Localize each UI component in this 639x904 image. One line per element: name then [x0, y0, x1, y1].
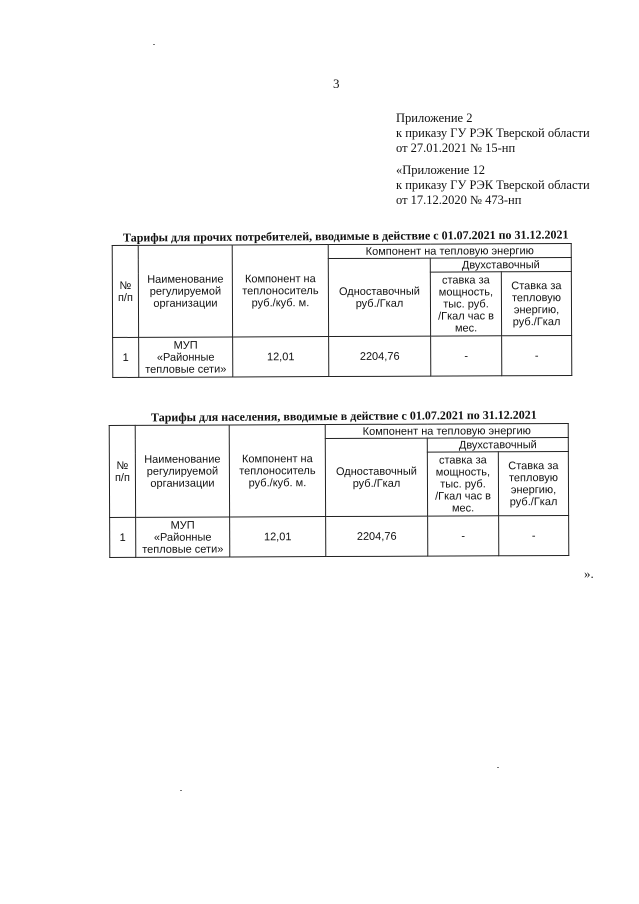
row-carrier-value: 12,01 [233, 337, 329, 377]
header-single-line1: Одноставочный [335, 465, 417, 478]
header-single-rate [328, 258, 430, 336]
header-carrier-line2: теплоноситель [239, 464, 316, 477]
header-energy-line3: энергию, [513, 303, 560, 316]
row-single-rate-value: 2204,76 [326, 516, 428, 556]
header-carrier-line1: Компонент на [241, 452, 313, 465]
appendix-title: Приложение 2 [396, 111, 473, 125]
header-carrier-line1: Компонент на [244, 272, 316, 285]
amended-appendix-title: «Приложение 12 [396, 163, 485, 177]
header-organization [138, 245, 232, 337]
header-num-line2: п/п [114, 471, 130, 484]
header-capacity-line2: мощность, [438, 285, 494, 299]
header-energy-line3: энергию, [510, 483, 557, 496]
header-carrier-line2: теплоноситель [242, 284, 319, 297]
header-capacity-line1: ставка за [438, 453, 487, 467]
amended-appendix-order-date: от 17.12.2020 № 473-нп [396, 193, 522, 207]
appendix-header [396, 111, 590, 156]
header-num-line2: п/п [117, 291, 133, 304]
header-org-line2: регулируемой [149, 285, 222, 298]
row-org-line3: тепловые сети» [145, 363, 227, 376]
header-thermal-group: Компонент на тепловую энергию [325, 423, 568, 438]
header-energy-line2: тепловую [508, 471, 558, 484]
header-capacity-line1: ставка за [441, 273, 490, 287]
closing-quote-mark: ». [584, 566, 594, 581]
header-capacity-line2: мощность, [435, 465, 491, 479]
header-energy-rate [501, 271, 571, 335]
header-org-line3: организации [153, 297, 218, 310]
header-energy-line4: руб./Гкал [509, 495, 558, 508]
header-two-rate: Двухставочный [427, 437, 568, 452]
amended-appendix-header [396, 163, 590, 208]
header-num-line1: № [119, 279, 132, 292]
header-organization [135, 425, 229, 517]
amended-appendix-order-ref: к приказу ГУ РЭК Тверской области [396, 178, 590, 192]
header-num-line1: № [116, 459, 129, 472]
tariff-table-other-consumers [112, 243, 573, 378]
row-org-line3: тепловые сети» [142, 543, 224, 556]
header-energy-line1: Ставка за [511, 279, 562, 292]
header-energy-line1: Ставка за [508, 459, 559, 472]
row-num: 1 [113, 337, 139, 377]
header-two-rate: Двухставочный [430, 257, 571, 272]
header-capacity-line5: мес. [454, 321, 478, 335]
scan-speck [497, 767, 499, 768]
header-capacity-line3: тыс. руб. [440, 477, 486, 491]
header-single-line1: Одноставочный [338, 285, 420, 298]
header-capacity-line4: /Гкал час в [435, 489, 492, 503]
header-capacity-line5: мес. [451, 501, 475, 515]
header-energy-rate [498, 451, 568, 515]
table-row [113, 335, 572, 377]
row-organization [139, 337, 233, 377]
row-org-line1: МУП [170, 519, 195, 532]
table1-title: Тарифы для прочих потребителей, вводимые в действие с 01.07.2021 по 31.12.2021 [122, 227, 569, 245]
header-capacity-line3: тыс. руб. [443, 297, 489, 311]
tariff-table-population [109, 423, 570, 558]
header-capacity-rate [427, 452, 498, 516]
row-capacity-value: - [428, 516, 499, 556]
row-capacity-value: - [431, 336, 502, 376]
page-number: 3 [333, 76, 340, 91]
row-single-rate-value: 2204,76 [329, 336, 431, 376]
row-org-line1: МУП [173, 339, 198, 352]
header-org-line3: организации [150, 477, 215, 490]
row-energy-value: - [502, 335, 572, 375]
header-carrier-line3: руб./куб. м. [251, 296, 310, 309]
header-num [109, 425, 135, 517]
header-thermal-group: Компонент на тепловую энергию [328, 243, 571, 258]
row-org-line2: «Районные [156, 351, 215, 364]
header-single-rate [325, 438, 427, 516]
header-single-line2: руб./Гкал [352, 477, 401, 490]
header-num [112, 245, 138, 337]
scan-speck [180, 790, 182, 791]
header-energy-line2: тепловую [511, 291, 561, 304]
row-organization [136, 517, 230, 557]
row-energy-value: - [499, 515, 569, 555]
header-org-line1: Наименование [144, 453, 221, 466]
header-org-line2: регулируемой [146, 465, 219, 478]
header-energy-line4: руб./Гкал [512, 315, 561, 328]
row-org-line2: «Районные [153, 531, 212, 544]
header-carrier-component [232, 245, 328, 337]
scan-speck [153, 44, 155, 45]
appendix-order-ref: к приказу ГУ РЭК Тверской области [396, 126, 590, 140]
row-num: 1 [110, 517, 136, 557]
header-single-line2: руб./Гкал [355, 297, 404, 310]
row-carrier-value: 12,01 [230, 517, 326, 557]
appendix-order-date: от 27.01.2021 № 15-нп [396, 141, 516, 155]
header-org-line1: Наименование [147, 273, 224, 286]
header-capacity-line4: /Гкал час в [438, 309, 495, 323]
header-carrier-line3: руб./куб. м. [248, 476, 307, 489]
header-capacity-rate [430, 272, 501, 336]
table2-title: Тарифы для населения, вводимые в действие с 01.07.2021 по 31.12.2021 [150, 407, 537, 425]
header-carrier-component [229, 425, 325, 517]
table-row [110, 515, 569, 557]
